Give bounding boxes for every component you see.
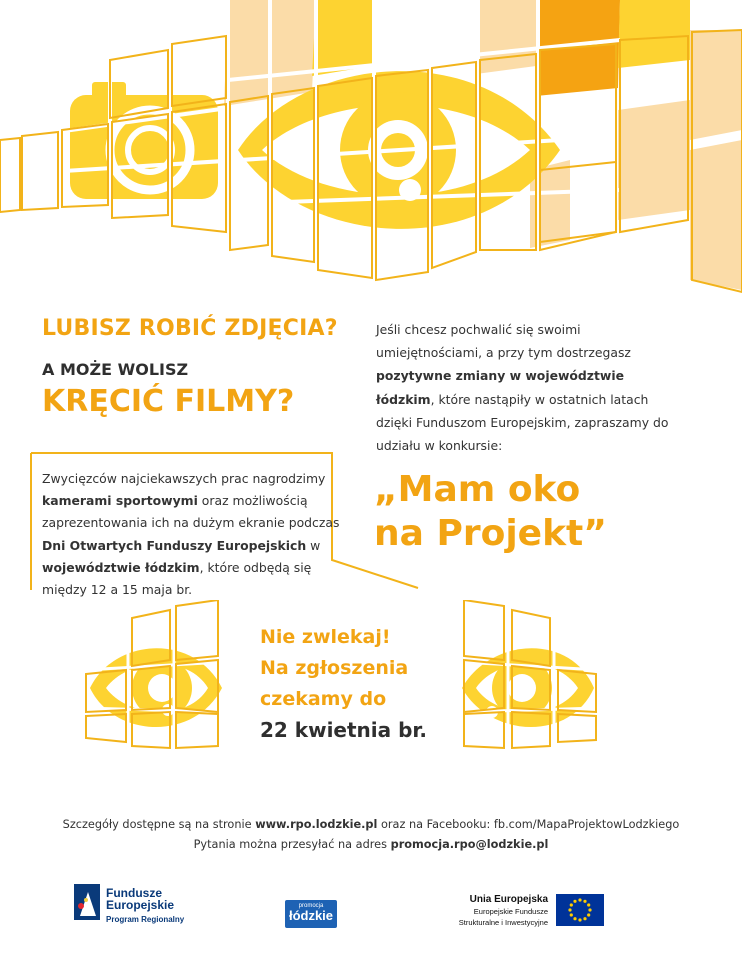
deadline-date: 22 kwietnia br. (260, 718, 428, 742)
eu-logo-text: Unia Europejska Europejskie Fundusze Strukturalne i Inwestycyjne (458, 894, 548, 927)
headline-question-3: KRĘCIĆ FILMY? (42, 384, 295, 419)
eye-graphic-right (460, 600, 600, 750)
promocja-lodzkie-logo: promocja łódzkie (285, 900, 337, 928)
eu-stars (556, 894, 604, 926)
deadline-block: Nie zwlekaj! Na zgłoszenia czekamy do 22 kwietnia br. (260, 622, 427, 746)
website-link[interactable]: www.rpo.lodzkie.pl (255, 818, 378, 831)
eye-graphic-left (84, 600, 224, 750)
email-link[interactable]: promocja.rpo@lodzkie.pl (390, 838, 549, 851)
headline-question-2: A MOŻE WOLISZ (42, 360, 189, 379)
prizes-paragraph: Zwycięzców najciekawszych prac nagrodzimy kamerami sportowymi oraz możliwością zaprezentowania ich na dużym ekranie podczas Dni Otwartych Funduszy Europejskich w województwie łódzkim, które odbędą się między 12 a 15 maja br. (42, 471, 340, 598)
fundusze-europejskie-logo-mark (72, 882, 102, 922)
header-illustration (0, 0, 742, 300)
headline-question-1: LUBISZ ROBIĆ ZDJĘCIA? (42, 316, 338, 341)
fundusze-europejskie-logo: Fundusze Europejskie Program Regionalny (106, 886, 185, 924)
intro-paragraph: Jeśli chcesz pochwalić się swoimi umiejętnościami, a przy tym dostrzegasz pozytywne zmiany w województwie łódzkim, które nastąpiły w ostatnich latach dzięki Funduszom Europejskim, zapraszamy do udziału w konkursie: (376, 322, 669, 454)
contest-title: „Mam oko na Projekt” (374, 469, 607, 554)
footer-details-line: Szczegóły dostępne są na stronie www.rpo.lodzkie.pl oraz na Facebooku: fb.com/MapaProjektowLodzkiego (62, 818, 680, 831)
eu-flag-icon (556, 894, 604, 926)
footer-contact-line: Pytania można przesyłać na adres promocja.rpo@lodzkie.pl (193, 838, 549, 851)
